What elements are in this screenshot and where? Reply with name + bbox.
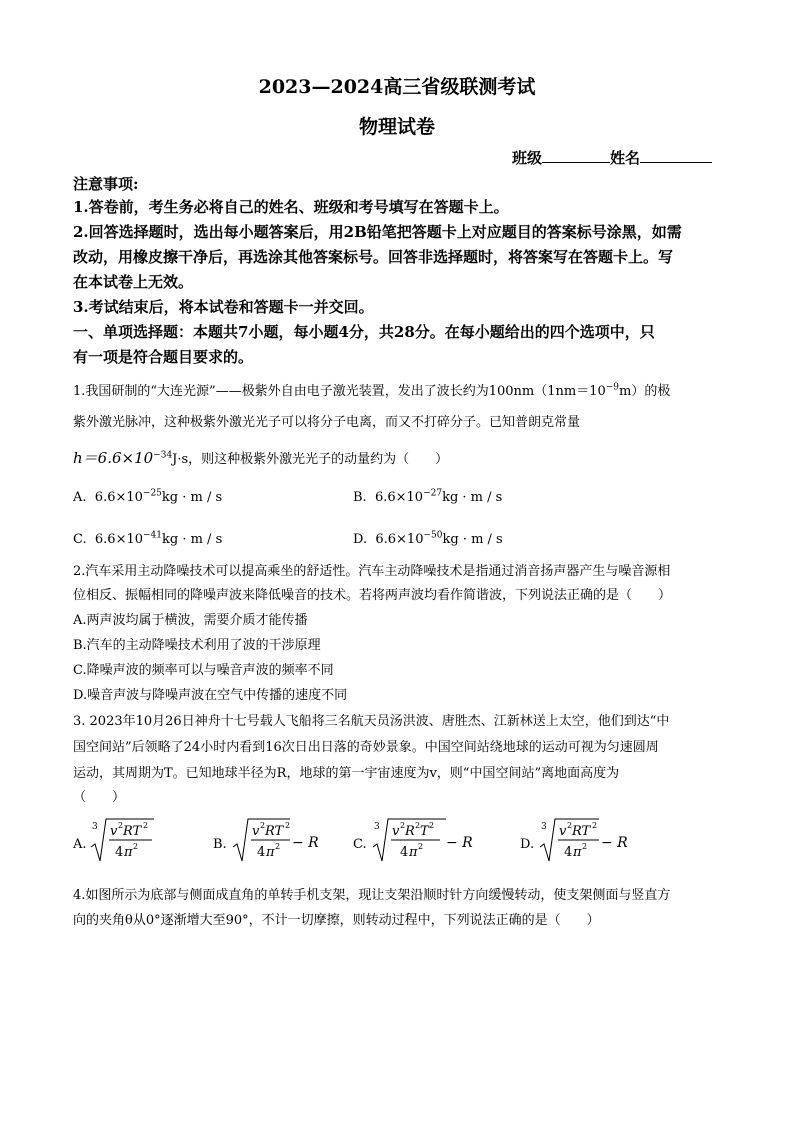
q3-formula-c <box>370 815 448 865</box>
svg-text:v: v <box>392 824 400 839</box>
q1-option-b[interactable]: B. $6.6\times 10^{-27}kg \cdot m / s$ <box>353 488 503 505</box>
q3-option-d[interactable]: D. <box>520 837 535 852</box>
svg-text:3: 3 <box>92 822 98 832</box>
svg-text:2: 2 <box>592 821 598 830</box>
svg-text:v: v <box>559 824 567 839</box>
q4-line: 向的夹角θ从0°逐渐增大至90°，不计一切摩擦，则转动过程中，下列说法正确的是（ ） <box>73 913 600 928</box>
q2-option-a[interactable]: A.两声波均属于横波，需要介质才能传播 <box>73 613 308 628</box>
q1-option-a[interactable]: A. $6.6\times 10^{-25}kg \cdot m / s$ <box>73 488 223 505</box>
svg-text:4: 4 <box>564 845 573 860</box>
svg-text:π: π <box>266 845 275 860</box>
q2-option-c[interactable]: C.降噪声波的频率可以与噪音声波的频率不同 <box>73 663 334 678</box>
notice-line: 2.回答选择题时，选出每小题答案后，用2B铅笔把答题卡上对应题目的答案标号涂黑，如需 <box>73 223 682 241</box>
q3-option-b-minus: − R <box>292 835 319 851</box>
svg-text:2: 2 <box>133 842 139 851</box>
section-heading: 有一项是符合题目要求的。 <box>73 348 254 366</box>
svg-text:2: 2 <box>415 821 421 830</box>
q3-formula-b <box>230 815 292 865</box>
q3-line: 国空间站”后领略了24小时内看到16次日出日落的奇妙景象。中国空间站绕地球的运动可视为匀速圆周 <box>73 740 659 755</box>
svg-text:v: v <box>110 824 118 839</box>
exam-title: 2023—2024高三省级联测考试 <box>258 76 536 98</box>
svg-text:R: R <box>405 824 415 839</box>
notice-line: 在本试卷上无效。 <box>73 273 194 291</box>
q3-option-d-minus: − R <box>601 835 628 851</box>
svg-text:2: 2 <box>400 821 406 830</box>
q2-line: 2.汽车采用主动降噪技术可以提高乘坐的舒适性。汽车主动降噪技术是指通过消音扬声器产生与噪音源相 <box>73 564 671 579</box>
q3-option-c-minus: − R <box>446 835 473 851</box>
q3-option-c[interactable]: C. <box>353 837 367 852</box>
svg-text:2: 2 <box>260 821 266 830</box>
section-heading: 一、单项选择题：本题共7小题，每小题4分，共28分。在每小题给出的四个选项中，只 <box>73 323 655 341</box>
q1-line: 紫外激光脉冲，这种极紫外激光光子可以将分子电离，而又不打碎分子。已知普朗克常量 <box>73 415 581 430</box>
q3-formula-d <box>537 815 601 865</box>
svg-text:2: 2 <box>118 821 124 830</box>
q2-option-b[interactable]: B.汽车的主动降噪技术利用了波的干涉原理 <box>73 638 321 653</box>
svg-text:2: 2 <box>418 842 424 851</box>
q3-line: 3. 2023年10月26日神舟十七号载人飞船将三名航天员汤洪波、唐胜杰、江新林送上太空，他们到达“中 <box>73 714 670 729</box>
svg-text:π: π <box>573 845 582 860</box>
q2-line: 位相反、振幅相同的降噪声波来降低噪音的技术。若将两声波均看作简谐波，下列说法正确的是（ ） <box>73 588 672 603</box>
q1-line: 1.我国研制的“大连光源”——极紫外自由电子激光装置，发出了波长约为$100nm(1nm=10^{-9}m)$的极 <box>73 382 671 399</box>
class-name-fields <box>512 147 712 168</box>
svg-text:2: 2 <box>582 842 588 851</box>
q2-option-d[interactable]: D.噪音声波与降噪声波在空气中传播的速度不同 <box>73 688 348 703</box>
q3-line: （ ） <box>73 790 126 805</box>
svg-text:4: 4 <box>400 845 409 860</box>
q4-line: 4.如图所示为底部与侧面成直角的单转手机支架，现让支架沿顺时针方向缓慢转动，使支架侧面与竖直方 <box>73 888 671 903</box>
svg-text:4: 4 <box>115 845 124 860</box>
notice-line: 改动，用橡皮擦干净后，再选涂其他答案标号。回答非选择题时，将答案写在答题卡上。写 <box>73 248 674 266</box>
notice-line: 3.考试结束后，将本试卷和答题卡一并交回。 <box>73 298 374 316</box>
svg-text:π: π <box>124 845 133 860</box>
q3-formula-a <box>88 815 158 865</box>
notice-heading: 注意事项: <box>73 175 139 193</box>
svg-text:RT: RT <box>265 824 284 839</box>
subject-title: 物理试卷 <box>358 116 435 138</box>
svg-text:4: 4 <box>257 845 266 860</box>
svg-text:2: 2 <box>567 821 573 830</box>
svg-text:T: T <box>420 824 429 839</box>
svg-text:2: 2 <box>429 821 435 830</box>
q1-line: $h=6.6\times 10^{-34}J\cdot s$，则这种极紫外激光光子的动量约为（ ） <box>73 449 449 467</box>
q3-option-b[interactable]: B. <box>213 837 227 852</box>
svg-text:RT: RT <box>572 824 591 839</box>
svg-text:2: 2 <box>275 842 281 851</box>
name-blank[interactable] <box>640 148 712 163</box>
name-label: 姓名 <box>610 149 641 167</box>
svg-text:2: 2 <box>285 821 291 830</box>
svg-text:v: v <box>252 824 260 839</box>
svg-text:RT: RT <box>123 824 142 839</box>
svg-text:π: π <box>409 845 418 860</box>
q1-option-c[interactable]: C. $6.6\times 10^{-41}kg \cdot m / s$ <box>73 530 223 547</box>
q1-option-d[interactable]: D. $6.6\times 10^{-50}kg \cdot m / s$ <box>353 530 503 547</box>
class-label: 班级 <box>512 149 543 167</box>
notice-line: 1.答卷前，考生务必将自己的姓名、班级和考号填写在答题卡上。 <box>73 198 509 216</box>
q3-option-a[interactable]: A. <box>73 837 87 852</box>
svg-text:3: 3 <box>374 822 380 832</box>
class-blank[interactable] <box>542 148 610 163</box>
svg-text:2: 2 <box>143 821 149 830</box>
q3-line: 运动，其周期为T。已知地球半径为R，地球的第一宇宙速度为v，则“中国空间站”离地面高度为 <box>73 766 620 781</box>
svg-text:3: 3 <box>541 822 547 832</box>
